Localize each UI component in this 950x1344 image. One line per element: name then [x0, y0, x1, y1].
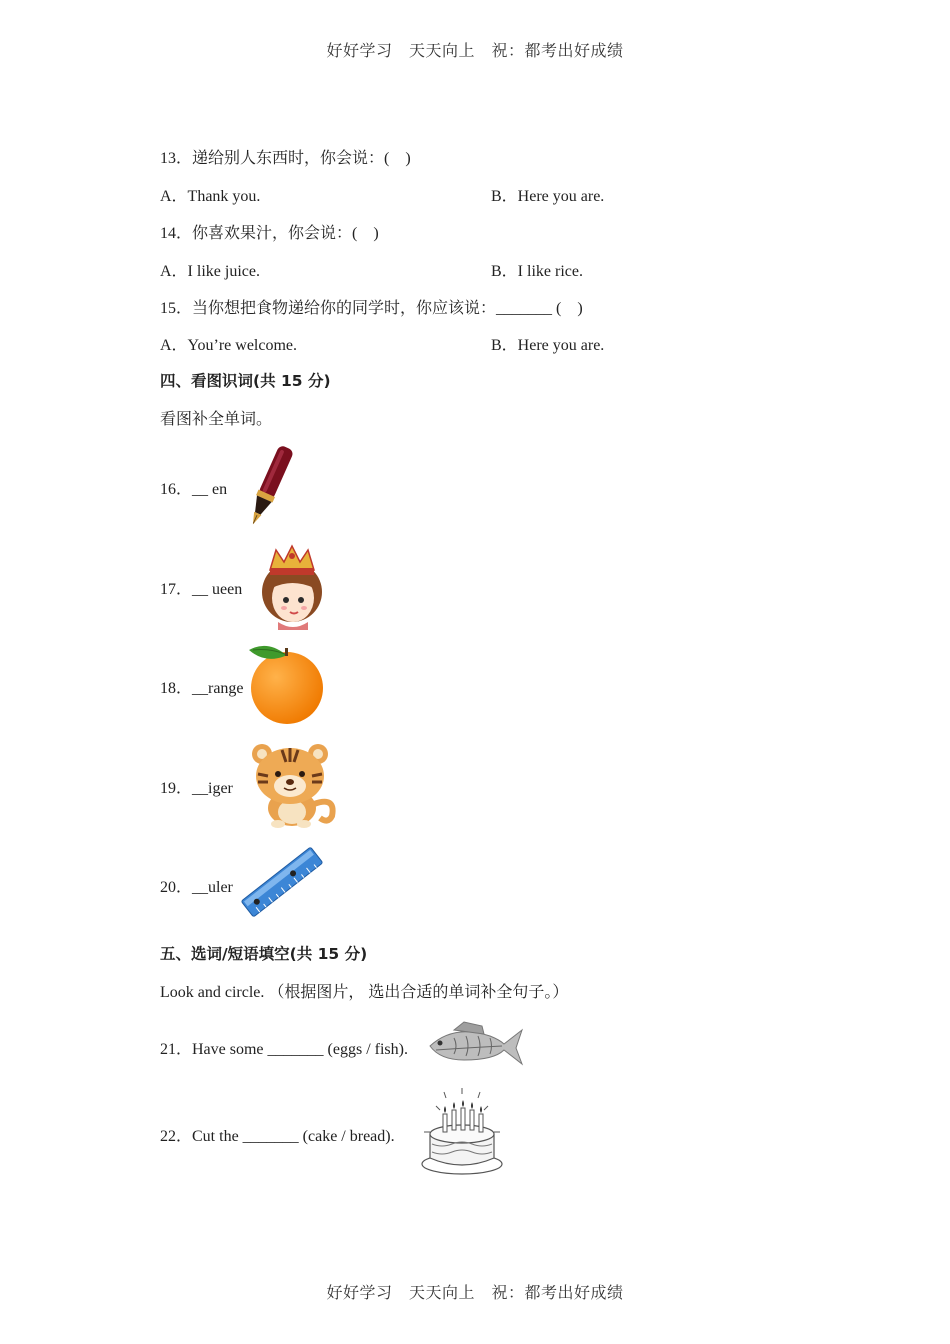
birthday-cake-icon [416, 1084, 508, 1180]
section-4-instruction: 看图补全单词。 [160, 411, 273, 428]
queen-icon [256, 540, 328, 630]
section-5-instruction: Look and circle. （根据图片， 选出合适的单词补全句子。） [160, 984, 569, 1001]
question-16: 16．__ en [160, 481, 228, 498]
question-20: 20．__uler [160, 879, 233, 896]
page-header: 好好学习 天天向上 祝：都考出好成绩 [326, 43, 624, 60]
q14-option-b[interactable]: B．I like rice. [491, 263, 583, 280]
question-22: 22．Cut the _______ (cake / bread). [160, 1128, 395, 1145]
question-19: 19．__iger [160, 780, 233, 797]
question-13: 13．递给别人东西时，你会说：( ) [160, 150, 411, 167]
ruler-icon [236, 842, 328, 922]
fish-icon [424, 1020, 524, 1068]
q15-option-a[interactable]: A．You’re welcome. [160, 337, 298, 354]
section-5-title: 五、选词/短语填空(共 15 分) [160, 945, 368, 963]
section-4-title: 四、看图识词(共 15 分) [160, 372, 331, 390]
orange-icon [245, 640, 327, 728]
question-17: 17．__ ueen [160, 581, 243, 598]
tiger-icon [248, 740, 340, 828]
fountain-pen-icon [240, 442, 300, 530]
question-21: 21．Have some _______ (eggs / fish). [160, 1041, 408, 1058]
q13-option-a[interactable]: A．Thank you. [160, 188, 261, 205]
question-14: 14．你喜欢果汁，你会说：( ) [160, 225, 379, 242]
q13-option-b[interactable]: B．Here you are. [491, 188, 605, 205]
page-footer: 好好学习 天天向上 祝：都考出好成绩 [326, 1285, 624, 1302]
q15-option-b[interactable]: B．Here you are. [491, 337, 605, 354]
question-15: 15．当你想把食物递给你的同学时，你应该说：_______ ( ) [160, 300, 583, 317]
question-18: 18．__range [160, 680, 244, 697]
q14-option-a[interactable]: A．I like juice. [160, 263, 260, 280]
